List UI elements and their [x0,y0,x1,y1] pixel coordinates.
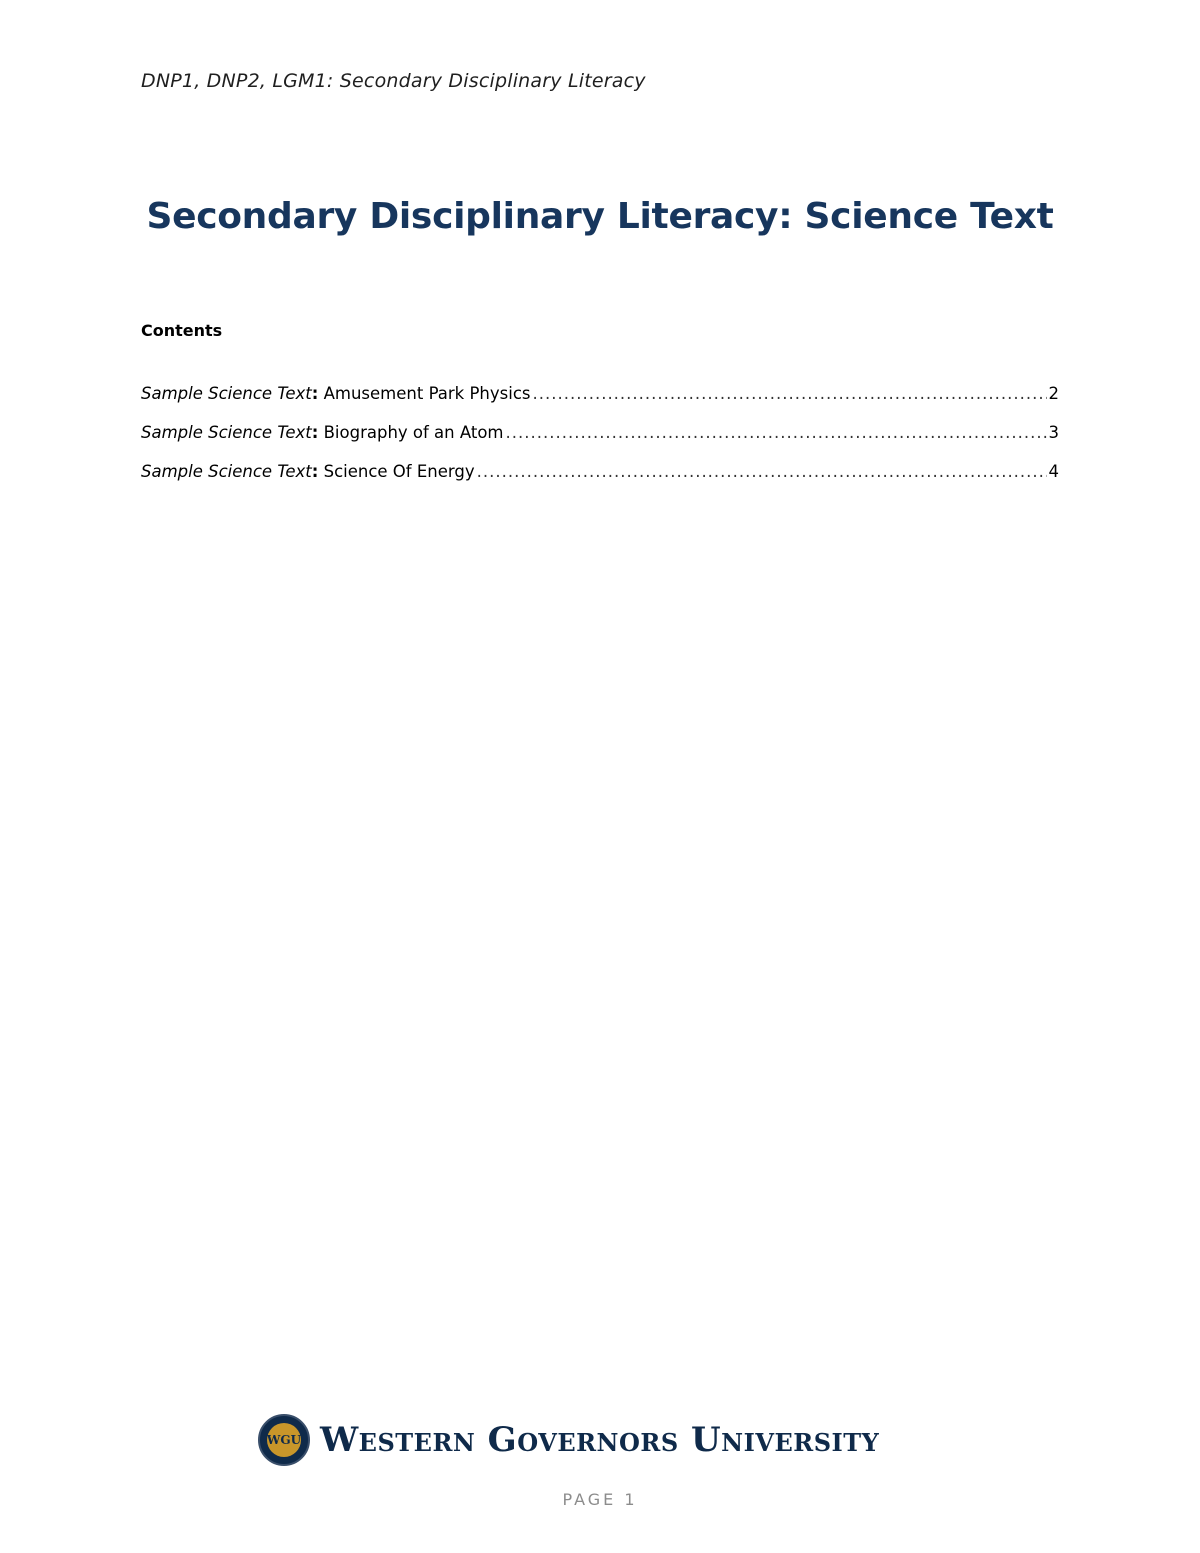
toc-entry-separator: : [311,423,319,442]
toc-entry-page-number: 2 [1048,384,1059,403]
toc-entry-page-number: 4 [1048,462,1059,481]
toc-entry-prefix: Sample Science Text [141,462,312,481]
toc-dot-leader [533,384,1047,403]
page-number-footer: PAGE 1 [562,1490,638,1509]
toc-entry-prefix: Sample Science Text [141,384,312,403]
toc-entry-label [141,423,504,442]
toc-entry-prefix: Sample Science Text [141,423,312,442]
seal-monogram: WGU [267,1423,301,1457]
toc-entry-biography-of-an-atom[interactable] [141,423,1059,462]
university-seal-icon [258,1414,310,1466]
toc-entry-separator: : [311,462,319,481]
toc-entry-title: Amusement Park Physics [318,384,531,403]
toc-entry-title: Biography of an Atom [318,423,504,442]
contents-heading: Contents [141,321,223,340]
toc-entry-page-number: 3 [1048,423,1059,442]
toc-dot-leader [477,462,1047,481]
wgu-logo [258,1412,879,1468]
toc-entry-amusement-park-physics[interactable] [141,384,1059,423]
toc-entry-label [141,384,531,403]
running-header: DNP1, DNP2, LGM1: Secondary Disciplinary Literacy [141,70,646,92]
toc-entry-title: Science Of Energy [318,462,475,481]
university-wordmark: Western Governors University [320,1420,880,1460]
toc-dot-leader [506,423,1047,442]
toc-entry-science-of-energy[interactable] [141,462,1059,501]
table-of-contents [141,384,1059,501]
toc-entry-label [141,462,475,481]
document-title: Secondary Disciplinary Literacy: Science Text [146,196,1054,237]
toc-entry-separator: : [311,384,319,403]
